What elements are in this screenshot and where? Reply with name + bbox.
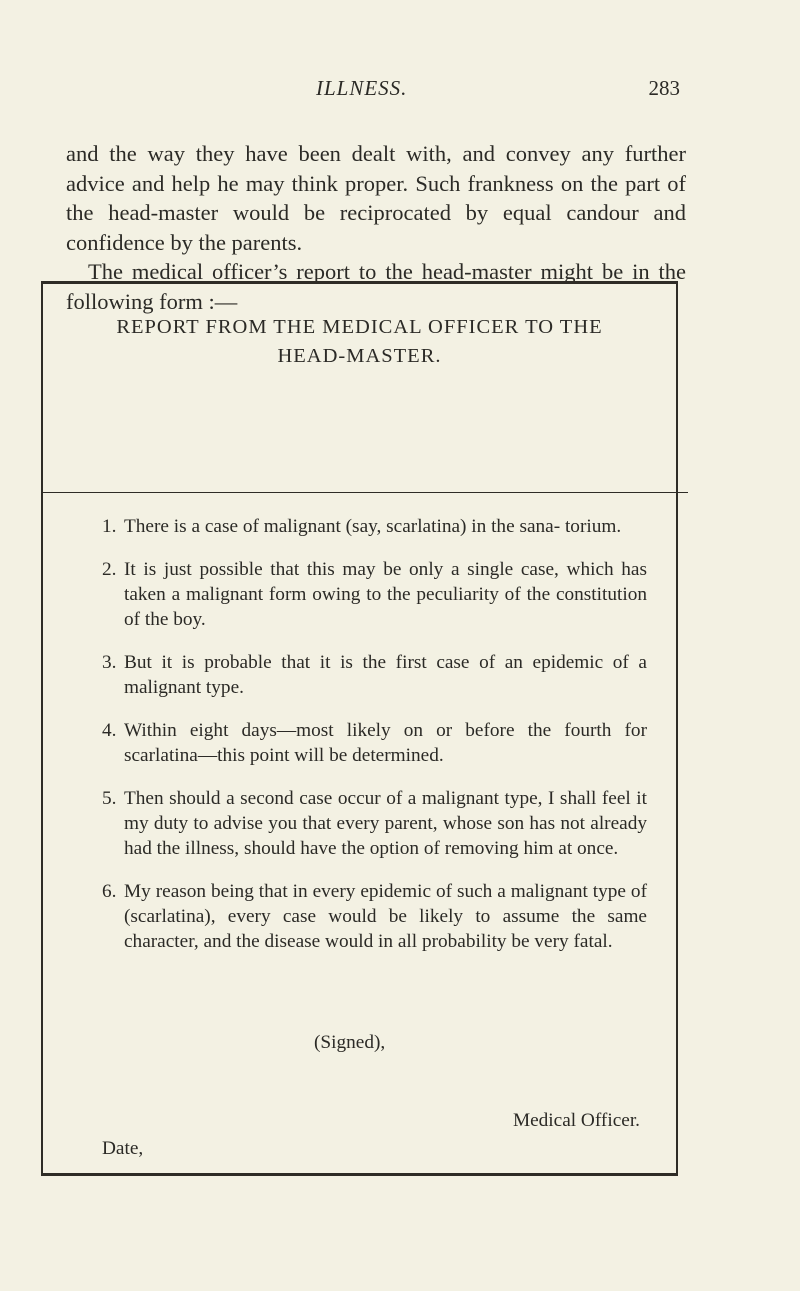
report-title: [43, 313, 676, 371]
report-title-line-1: REPORT FROM THE MEDICAL OFFICER TO THE: [116, 316, 603, 338]
signature-line: (Signed),: [314, 1032, 386, 1053]
page-number: 283: [648, 76, 680, 100]
report-item-4: [102, 718, 647, 768]
report-item-number: 6.: [102, 881, 117, 902]
report-divider: [43, 492, 688, 493]
report-item-1: [102, 514, 647, 539]
report-item-text: My reason being that in every epidemic of such a malignant type of (scarlatina), every case would be likely to assume the same character, and the disease would in all probability be very fatal.: [124, 881, 647, 952]
report-items: [102, 514, 647, 972]
report-item-6: [102, 879, 647, 954]
report-item-text: There is a case of malignant (say, scarlatina) in the sana- torium.: [124, 516, 622, 537]
date-line: Date,: [102, 1138, 144, 1159]
report-item-5: [102, 786, 647, 861]
report-box: [41, 281, 678, 1176]
report-title-line-2: HEAD-MASTER.: [277, 345, 442, 367]
report-item-number: 3.: [102, 652, 117, 673]
intro-paragraph-2: The medical officer’s report to the head-master might be in the following form :—: [66, 259, 686, 314]
report-item-text: Then should a second case occur of a malignant type, I shall feel it my duty to advise you that every parent, whose son has not already had the illness, should have the option of removing him at once.: [124, 788, 647, 859]
running-title: ILLNESS.: [316, 76, 408, 100]
report-item-text: But it is probable that it is the first case of an epidemic of a malignant type.: [124, 652, 647, 698]
report-item-text: It is just possible that this may be only a single case, which has taken a malignant form owing to the peculiarity of the constitution of the boy.: [124, 559, 647, 630]
report-item-number: 1.: [102, 516, 117, 537]
report-item-number: 2.: [102, 559, 117, 580]
report-item-text: Within eight days—most likely on or before the fourth for scarlatina—this point will be determined.: [124, 720, 647, 766]
report-item-number: 4.: [102, 720, 117, 741]
report-item-number: 5.: [102, 788, 117, 809]
officer-title: Medical Officer.: [512, 1110, 640, 1131]
report-item-2: [102, 557, 647, 632]
intro-paragraph-1: and the way they have been dealt with, and convey any further advice and help he may think proper. Such frankness on the part of the head-master would be reciprocated by equal candour and confidence by the parents.: [66, 141, 686, 255]
running-head: [0, 76, 800, 106]
report-item-3: [102, 650, 647, 700]
